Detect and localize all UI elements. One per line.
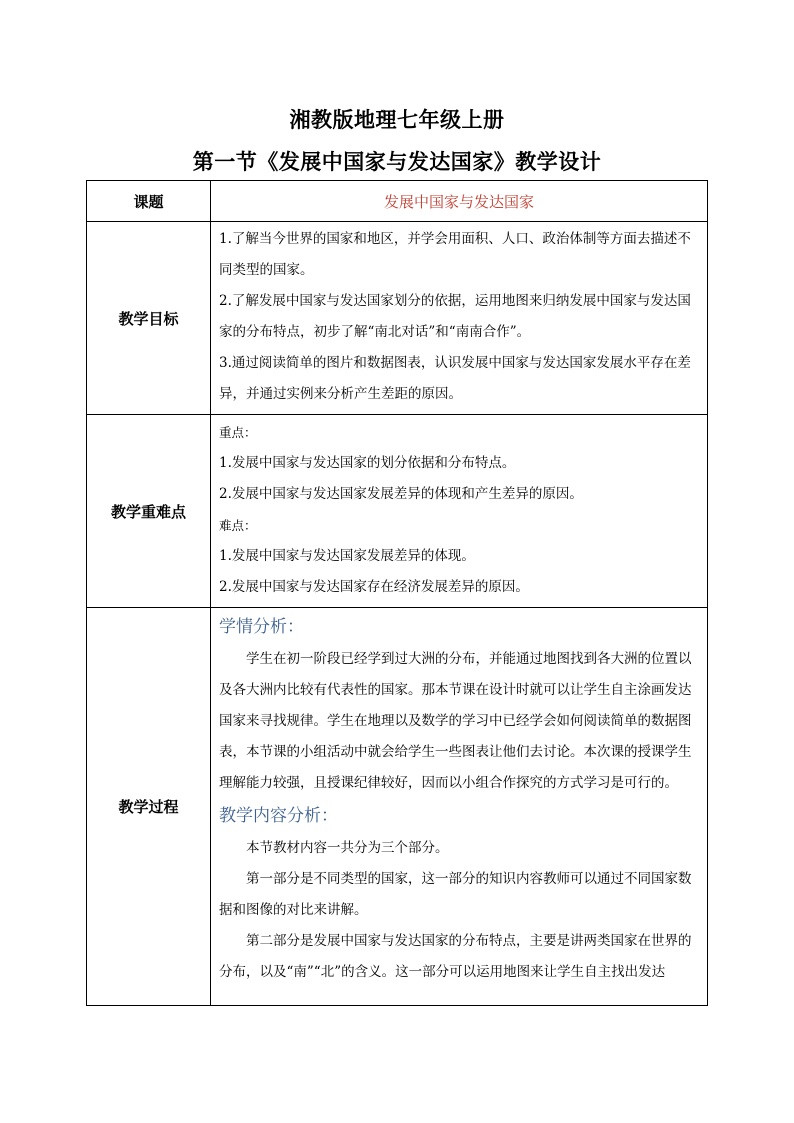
table-row-goals — [87, 222, 708, 415]
content-paragraph: 第一部分是不同类型的国家，这一部分的知识内容教师可以通过不同国家数据和图像的对比来讲解。 — [219, 871, 692, 918]
document-title: 湘教版地理七年级上册 — [289, 107, 505, 132]
label-goals: 教学目标 — [87, 222, 211, 415]
difficulty-title: 难点： — [219, 518, 257, 533]
topic-value: 发展中国家与发达国家 — [211, 181, 708, 222]
goal-item: 1.了解当今世界的国家和地区，并学会用面积、人口、政治体制等方面去描述不同类型的国家。 — [219, 231, 691, 278]
goal-item: 3.通过阅读简单的图片和数据图表，认识发展中国家与发达国家发展水平存在差异，并通过实例来分析产生差距的原因。 — [219, 355, 691, 402]
content-paragraph: 本节教材内容一共分为三个部分。 — [246, 840, 449, 856]
table-row-key-points — [87, 415, 708, 608]
label-topic: 课题 — [87, 181, 211, 222]
difficulty-item: 1.发展中国家与发达国家发展差异的体现。 — [219, 548, 475, 564]
goals-content — [211, 222, 708, 415]
label-key-points: 教学重难点 — [87, 415, 211, 608]
key-title: 重点： — [219, 425, 257, 440]
document-subtitle: 第一节《发展中国家与发达国家》教学设计 — [192, 149, 602, 174]
table-row-process — [87, 608, 708, 1006]
student-analysis-heading: 学情分析： — [219, 617, 304, 637]
table-row-topic — [87, 181, 708, 222]
student-analysis-text: 学生在初一阶段已经学到过大洲的分布，并能通过地图找到各大洲的位置以及各大洲内比较有代表性的国家。那本节课在设计时就可以让学生自主涂画发达国家来寻找规律。学生在地理以及数学的学习中已经学会如何阅读简单的数据图表，本节课的小组活动中就会给学生一些图表让他们去讨论。本次课的授课学生理解能力较强，且授课纪律较好，因而以小组合作探究的方式学习是可行的。 — [219, 651, 692, 791]
difficulty-item: 2.发展中国家与发达国家存在经济发展差异的原因。 — [219, 579, 529, 595]
content-paragraph: 第二部分是发展中国家与发达国家的分布特点，主要是讲两类国家在世界的分布，以及“南”“北”的含义。这一部分可以运用地图来让学生自主找出发达 — [219, 933, 692, 980]
key-points-content — [211, 415, 708, 608]
goal-item: 2.了解发展中国家与发达国家划分的依据，运用地图来归纳发展中国家与发达国家的分布特点，初步了解“南北对话”和“南南合作”。 — [219, 293, 691, 340]
key-item: 2.发展中国家与发达国家发展差异的体现和产生差异的原因。 — [219, 486, 583, 502]
lesson-plan-table — [86, 180, 708, 1006]
content-analysis-heading: 教学内容分析： — [219, 806, 338, 826]
label-process: 教学过程 — [87, 608, 211, 1006]
key-item: 1.发展中国家与发达国家的划分依据和分布特点。 — [219, 455, 516, 471]
process-content — [211, 608, 708, 1006]
